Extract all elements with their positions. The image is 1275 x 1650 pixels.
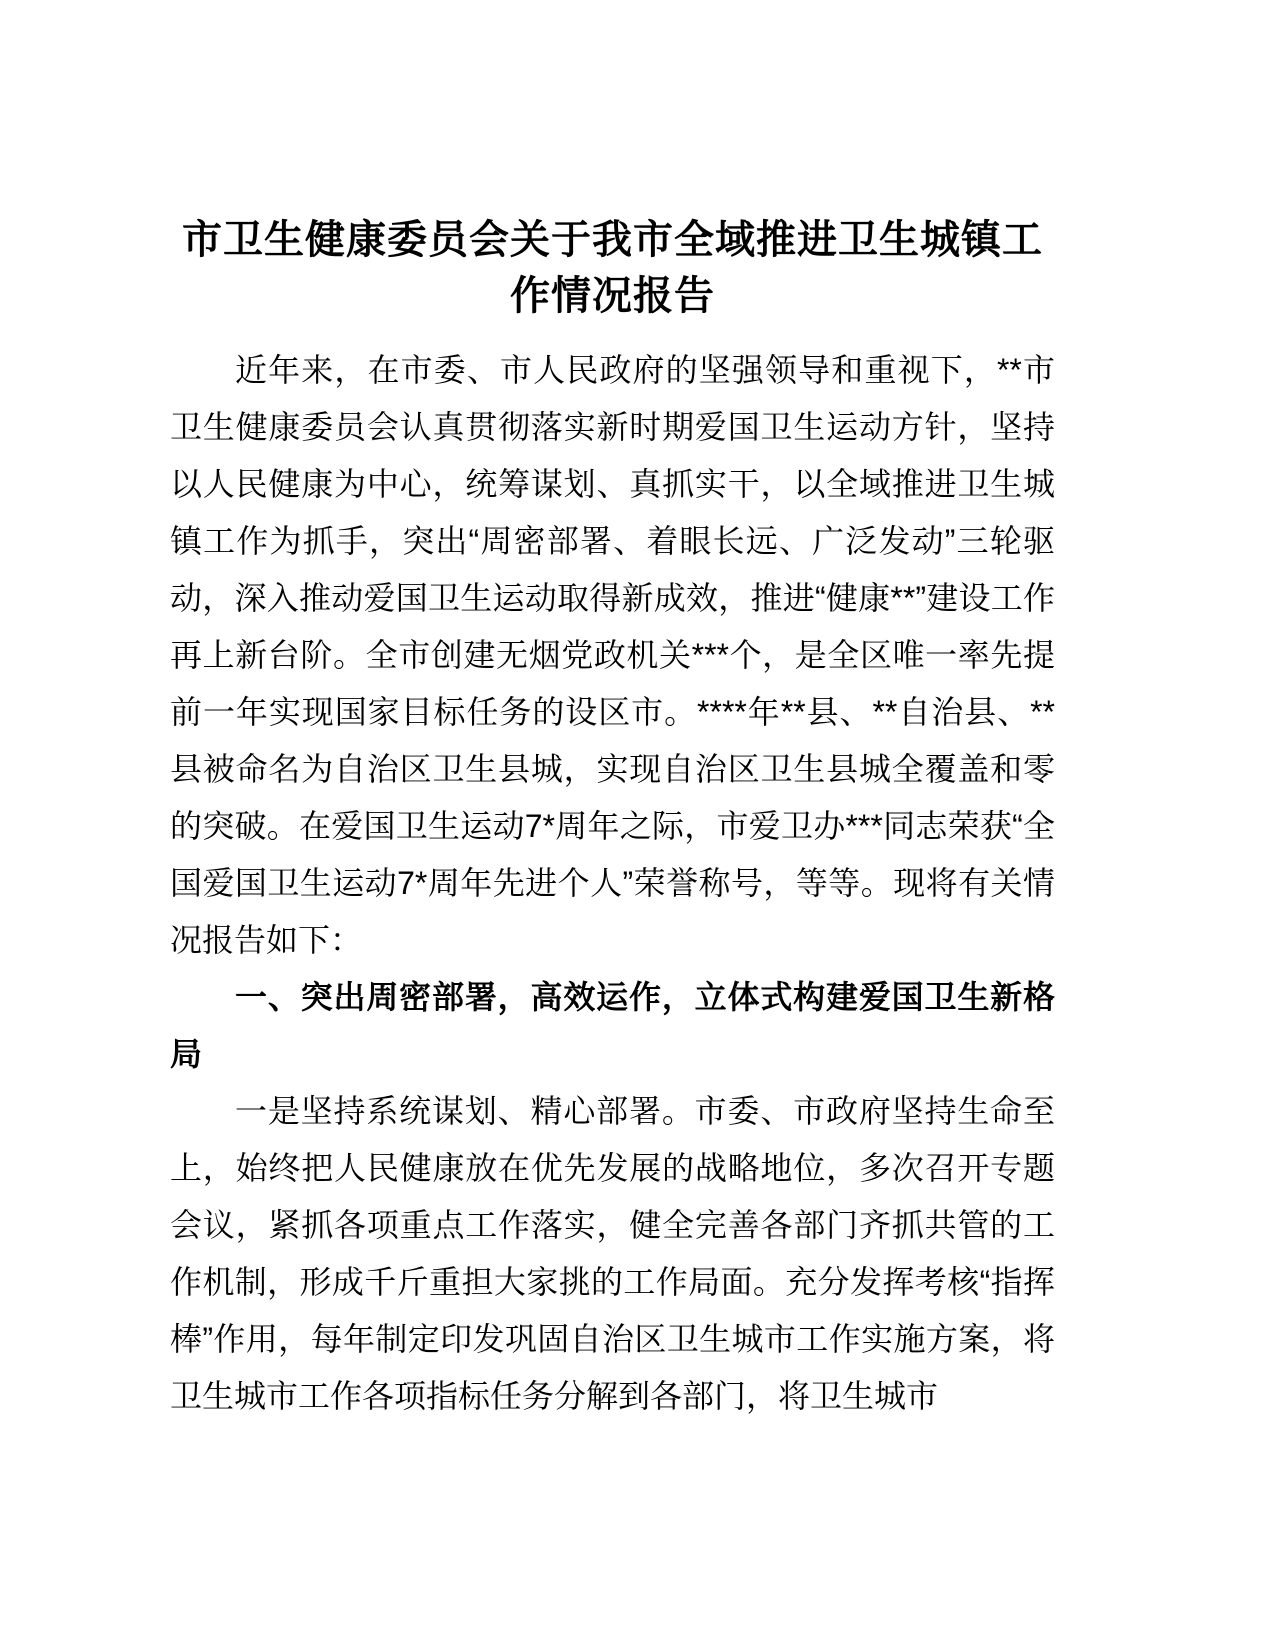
paragraph-intro: 近年来，在市委、市人民政府的坚强领导和重视下，**市卫生健康委员会认真贯彻落实新时期爱国卫生运动方针，坚持以人民健康为中心，统筹谋划、真抓实干，以全域推进卫生城镇工作为抓手，突出“周密部署、着眼长远、广泛发动”三轮驱动，深入推动爱国卫生运动取得新成效，推进“健康**”建设工作再上新台阶。全市创建无烟党政机关***个，是全区唯一率先提前一年实现国家目标任务的设区市。****年**县、**自治县、**县被命名为自治区卫生县城，实现自治区卫生县城全覆盖和零的突破。在爱国卫生运动7*周年之际，市爱卫办***同志荣获“全国爱国卫生运动7*周年先进个人”荣誉称号，等等。现将有关情况报告如下：: [170, 352, 1055, 958]
section-heading-1: 一、突出周密部署，高效运作，立体式构建爱国卫生新格局: [170, 979, 1055, 1072]
paragraph-section-1-body: 一是坚持系统谋划、精心部署。市委、市政府坚持生命至上，始终把人民健康放在优先发展的战略地位，多次召开专题会议，紧抓各项重点工作落实，健全完善各部门齐抓共管的工作机制，形成千斤重担大家挑的工作局面。充分发挥考核“指挥棒”作用，每年制定印发巩固自治区卫生城市工作实施方案，将卫生城市工作各项指标任务分解到各部门，将卫生城市: [170, 1093, 1055, 1414]
document-title: 市卫生健康委员会关于我市全域推进卫生城镇工作情况报告: [182, 218, 1043, 318]
